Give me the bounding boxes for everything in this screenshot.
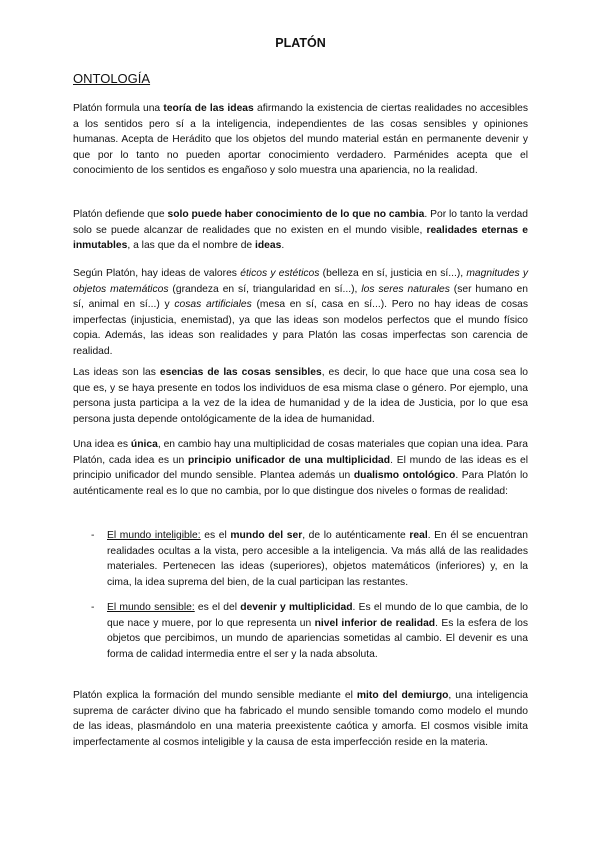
list-dash: -	[91, 530, 95, 541]
italic-text: cosas artificiales	[174, 299, 252, 311]
paragraph-theory-of-ideas: Platón formula una teoría de las ideas afirmando la existencia de ciertas realidades no accesibles a los sentidos pero sí a la inteligencia, independientes de las cosas sensibles y opiniones humanas. Acepta de Herádito que los objetos del mundo material están en permanente devenir y que por lo tanto no pueden aportar conocimiento verdadero. Parménides acepta que el conocimiento de los sentidos es engañoso y solo muestra una apariencia, no la realidad.	[73, 103, 528, 177]
list-item-intelligible-world: - El mundo inteligible: es el mundo del ser, de lo auténticamente real. En él se encuentran realidades ocultas a la vista, pero accesible a la inteligencia. Va más allá de las realidades materiales. Pertenecen las ideas (superiores), objetos matemáticos (inferiores) y, en la cima, la idea suprema del bien, de la cual participan las restantes.	[91, 530, 528, 588]
paragraph-demiurge-myth: Platón explica la formación del mundo sensible mediante el mito del demiurgo, una inteligencia suprema de carácter divino que ha fabricado el mundo sensible tomando como modelo el mundo de las ideas, plasmándolo en una materia preexistente caótica y amorfa. El cosmos visible imita imperfectamente al cosmos inteligible y la causa de esta imperfección reside en la materia.	[73, 690, 528, 748]
emphasis-text: esencias de las cosas sensibles	[159, 367, 322, 378]
italic-text: los seres naturales	[361, 283, 450, 295]
emphasis-text: mundo del ser	[230, 530, 303, 541]
emphasis-text: dualismo ontológico	[353, 470, 456, 482]
paragraph-ontological-dualism: Una idea es única, en cambio hay una multiplicidad de cosas materiales que copian una idea. Para Platón, cada idea es un principio unificador de una multiplicidad. El mundo de las ideas es el principio unificador del mundo sensible. Plantea además un dualismo ontológico. Para Platón lo auténticamente real es lo que no cambia, por lo que distingue dos niveles o formas de realidad:	[73, 439, 529, 497]
levels-of-reality-list	[73, 528, 528, 590]
emphasis-text: única	[130, 439, 158, 450]
paragraph-unchanging-knowledge: Platón defiende que solo puede haber conocimiento de lo que no cambia. Por lo tanto la verdad solo se puede alcanzar de realidades que no existen en el mundo visible, realidades eternas e inmutables, a las que da el nombre de ideas.	[73, 209, 529, 252]
emphasis-text: devenir y multiplicidad	[240, 602, 353, 613]
emphasis-text: realidades eternas e inmutables	[73, 224, 528, 252]
page-title: PLATÓN	[275, 36, 326, 50]
emphasis-text: teoría de las ideas	[163, 103, 254, 114]
list-item-sensible-world: - El mundo sensible: es el del devenir y multiplicidad. Es el mundo de lo que cambia, de lo que nace y muere, por lo que representa un nivel inferior de realidad. Es la esfera de los objetos que percibimos, un mundo de apariencias sometidas al cambio. El devenir es una forma de calidad intermedia entre el ser y la nada absoluta.	[91, 602, 529, 660]
emphasis-text: solo puede haber conocimiento de lo que no cambia	[167, 209, 425, 220]
list-item-term: El mundo sensible:	[107, 602, 195, 613]
italic-text: éticos y estéticos	[240, 268, 320, 279]
paragraph-kinds-of-ideas: Según Platón, hay ideas de valores éticos y estéticos (belleza en sí, justicia en sí...), magnitudes y objetos matemáticos (grandeza en sí, triangularidad en sí...), los seres naturales (ser humano en sí, animal en sí...) y cosas artificiales (mesa en sí, casa en sí...). Pero no hay ideas de cosas imperfectas (injusticia, enemistad), ya que las ideas son modelos perfectos que el mundo físico copia. Además, las ideas son realidades y para Platón las cosas imperfectas son carencia de realidad.	[73, 268, 528, 357]
emphasis-text: nivel inferior de realidad	[314, 617, 436, 629]
levels-of-reality-list-continued	[73, 600, 528, 662]
emphasis-text: ideas	[255, 240, 282, 252]
italic-text: magnitudes y objetos matemáticos	[73, 268, 528, 295]
paragraph-essences: Las ideas son las esencias de las cosas sensibles, es decir, lo que hace que una cosa sea lo que es, y se haya presente en todos los individuos de esa misma clase o género. Por ejemplo, una persona justa participa a la vez de la idea de humanidad y de la idea de Justicia, por lo que esa persona justa depende ontológicamente de la idea de humanidad.	[73, 367, 528, 425]
emphasis-text: principio unificador de una multiplicidad	[187, 454, 391, 466]
list-dash: -	[91, 602, 95, 613]
emphasis-text: mito del demiurgo	[356, 690, 449, 701]
emphasis-text: real	[409, 530, 428, 541]
list-item-term: El mundo inteligible:	[107, 530, 201, 541]
section-heading: ONTOLOGÍA	[73, 71, 151, 86]
